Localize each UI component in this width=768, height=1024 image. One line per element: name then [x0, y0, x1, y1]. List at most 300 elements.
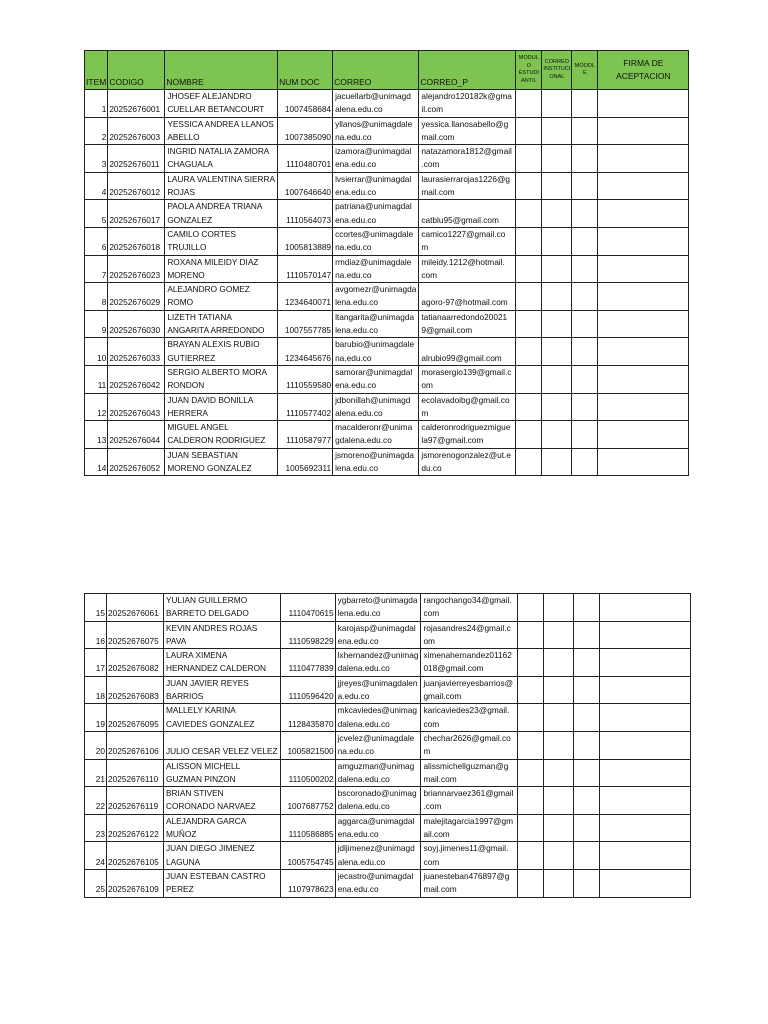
modulo-cell[interactable]: [516, 393, 542, 421]
correo-p-cell: [421, 731, 518, 759]
moodle-cell[interactable]: [572, 310, 598, 338]
correo-line: jsmoreno@unimagda: [335, 449, 415, 460]
item-number: 12: [85, 393, 108, 421]
modulo-cell[interactable]: [516, 90, 542, 118]
nombre-cell: [164, 676, 281, 704]
correo-line: jcvelez@unimagdale: [337, 732, 415, 743]
students-table-1: [84, 50, 689, 476]
correo-p-line: .com: [421, 159, 440, 170]
correo-p-line: du.co: [421, 463, 442, 474]
correo-p-line: laurasierrarojas1226@g: [421, 173, 511, 184]
table-row: [85, 731, 691, 759]
firma-cell[interactable]: [598, 448, 689, 476]
item-number: 22: [85, 787, 107, 815]
item-number: 1: [85, 90, 108, 118]
modulo-cell[interactable]: [518, 731, 544, 759]
modulo-cell[interactable]: [518, 759, 544, 787]
nombre-line: ALEJANDRA GARCA: [166, 815, 247, 826]
codigo-cell: 20252676023: [108, 255, 165, 283]
correo-p-line: m: [421, 242, 429, 253]
correo-institucional-cell[interactable]: [544, 731, 574, 759]
correo-p-line: alrubio99@gmail.com: [421, 352, 502, 363]
firma-cell[interactable]: [598, 255, 689, 283]
codigo-cell: 20252676061: [107, 594, 164, 622]
nombre-line: BRIAN STIVEN: [166, 788, 224, 799]
nombre-cell: [165, 255, 278, 283]
correo-institucional-cell[interactable]: [542, 421, 572, 449]
correo-institucional-cell[interactable]: [542, 393, 572, 421]
nombre-cell: [165, 172, 278, 200]
num-doc-cell: 1128435870: [280, 704, 335, 732]
codigo-cell: 20252676042: [108, 365, 165, 393]
correo-p-line: rangochango34@gmail.: [423, 595, 512, 605]
correo-institucional-cell[interactable]: [542, 90, 572, 118]
codigo-cell: 20252676001: [108, 90, 165, 118]
modulo-cell[interactable]: [518, 594, 544, 622]
correo-cell: [333, 117, 419, 145]
firma-cell[interactable]: [600, 704, 691, 732]
modulo-cell[interactable]: [516, 365, 542, 393]
num-doc-cell: 1110598229: [280, 621, 335, 649]
correo-line: ena.edu.co: [335, 159, 377, 170]
correo-institucional-cell[interactable]: [542, 448, 572, 476]
firma-cell[interactable]: [598, 200, 689, 228]
nombre-line: LAURA XIMENA: [166, 650, 228, 661]
correo-p-line: 9@gmail.com: [421, 325, 473, 336]
item-number: 9: [85, 310, 108, 338]
modulo-cell[interactable]: [516, 421, 542, 449]
nombre-line: JUAN DAVID BONILLA: [167, 394, 254, 405]
moodle-cell[interactable]: [572, 365, 598, 393]
correo-p-line: gmail.com: [423, 691, 462, 702]
correo-line: ena.edu.co: [337, 829, 379, 840]
firma-cell[interactable]: [598, 338, 689, 366]
correo-p-line: juanjavierreyesbarrios@: [423, 677, 514, 688]
firma-cell[interactable]: [600, 594, 691, 622]
correo-p-cell: [421, 704, 518, 732]
firma-cell[interactable]: [598, 90, 689, 118]
nombre-line: KEVIN ANDRES ROJAS: [166, 622, 258, 633]
modulo-cell[interactable]: [518, 704, 544, 732]
correo-line: alena.edu.co: [335, 104, 383, 115]
moodle-cell[interactable]: [572, 393, 598, 421]
header-modulo: MODUL O ESTUDI ANTIL: [516, 51, 542, 90]
item-number: 2: [85, 117, 108, 145]
correo-line: na.edu.co: [335, 131, 372, 142]
firma-cell[interactable]: [600, 676, 691, 704]
nombre-line: MUÑOZ: [166, 829, 197, 840]
codigo-cell: 20252676012: [108, 172, 165, 200]
num-doc-cell: 1110500202: [280, 759, 335, 787]
nombre-cell: [164, 621, 281, 649]
correo-line: samorar@unimagdal: [335, 366, 413, 377]
header-num-doc: NUM DOC: [278, 51, 333, 90]
nombre-line: GUTIERREZ: [167, 352, 216, 363]
correo-institucional-cell[interactable]: [544, 759, 574, 787]
correo-cell: [333, 365, 419, 393]
header-correo-p: CORREO_P: [419, 51, 516, 90]
correo-institucional-cell[interactable]: [544, 787, 574, 815]
correo-line: lena.edu.co: [337, 608, 381, 619]
nombre-cell: [165, 200, 278, 228]
moodle-cell[interactable]: [574, 676, 600, 704]
correo-p-line: soyj.jimenes11@gmail.: [423, 843, 509, 854]
correo-cell: [335, 842, 421, 870]
correo-line: alena.edu.co: [335, 407, 383, 418]
moodle-cell[interactable]: [572, 283, 598, 311]
correo-cell: [333, 421, 419, 449]
moodle-cell[interactable]: [572, 448, 598, 476]
correo-cell: [335, 594, 421, 622]
modulo-cell[interactable]: [518, 842, 544, 870]
nombre-line: MORENO: [167, 269, 205, 280]
correo-line: a.edu.co: [337, 691, 370, 702]
moodle-cell[interactable]: [574, 869, 600, 897]
item-number: 8: [85, 283, 108, 311]
correo-p-line: [420, 283, 514, 296]
correo-p-line: mileidy.1212@hotmail.: [421, 256, 505, 267]
correo-institucional-cell[interactable]: [542, 117, 572, 145]
codigo-cell: 20252676082: [107, 649, 164, 677]
correo-institucional-cell[interactable]: [544, 814, 574, 842]
correo-cell: [333, 145, 419, 173]
moodle-cell[interactable]: [574, 621, 600, 649]
num-doc-cell: 1007557785: [278, 310, 333, 338]
correo-line: bscoronado@unimag: [337, 788, 417, 799]
nombre-cell: [164, 787, 281, 815]
firma-cell[interactable]: [598, 227, 689, 255]
correo-line: alena.edu.co: [337, 856, 386, 867]
codigo-cell: 20252676109: [107, 869, 164, 897]
table-row: [85, 787, 691, 815]
correo-p-line: tatianaarredondo20021: [421, 311, 508, 322]
num-doc-cell: 1005754745: [280, 842, 335, 870]
table-row: [85, 90, 689, 118]
nombre-line: JHOSEF ALEJANDRO: [167, 91, 252, 101]
codigo-cell: 20252676119: [107, 787, 164, 815]
table-row: [85, 310, 689, 338]
num-doc-cell: 1005813889: [278, 227, 333, 255]
item-number: 3: [85, 145, 108, 173]
correo-p-cell: [421, 814, 518, 842]
num-doc-cell: 1110577402: [278, 393, 333, 421]
correo-cell: [333, 200, 419, 228]
correo-p-cell: [419, 393, 516, 421]
nombre-cell: [164, 869, 281, 897]
num-doc-cell: 1110559580: [278, 365, 333, 393]
correo-cell: [335, 759, 421, 787]
correo-p-line: ximenahernandez01162: [423, 650, 512, 661]
nombre-line: BARRETO DELGADO: [166, 608, 249, 619]
moodle-cell[interactable]: [572, 90, 598, 118]
nombre-line: JUAN SEBASTIAN: [167, 449, 238, 460]
table-row: [85, 621, 691, 649]
modulo-cell[interactable]: [516, 145, 542, 173]
item-number: 7: [85, 255, 108, 283]
item-number: 6: [85, 227, 108, 255]
header-codigo: CODIGO: [108, 51, 165, 90]
firma-cell[interactable]: [598, 117, 689, 145]
correo-cell: [333, 338, 419, 366]
nombre-cell: [165, 117, 278, 145]
correo-p-line: [420, 338, 514, 351]
modulo-cell[interactable]: [516, 310, 542, 338]
nombre-cell: [165, 421, 278, 449]
correo-p-cell: [421, 649, 518, 677]
nombre-line: ALEJANDRO GOMEZ: [167, 284, 250, 295]
correo-line: barubio@unimagdale: [335, 339, 415, 350]
correo-p-line: agoro-97@hotmail.com: [421, 297, 508, 308]
firma-cell[interactable]: [600, 814, 691, 842]
item-number: 11: [85, 365, 108, 393]
correo-line: jjreyes@unimagdalen: [337, 677, 418, 688]
header-row: [85, 51, 689, 90]
modulo-cell[interactable]: [516, 255, 542, 283]
modulo-cell[interactable]: [518, 621, 544, 649]
nombre-line: INGRID NATALIA ZAMORA: [167, 146, 270, 157]
correo-institucional-cell[interactable]: [542, 365, 572, 393]
codigo-cell: 20252676106: [107, 731, 164, 759]
moodle-cell[interactable]: [574, 842, 600, 870]
correo-p-line: karicaviedes23@gmail.: [423, 705, 510, 716]
correo-p-cell: [419, 283, 516, 311]
correo-line: dalena.edu.co: [337, 801, 390, 812]
nombre-line: CAMILO CORTES: [167, 228, 236, 239]
moodle-cell[interactable]: [572, 172, 598, 200]
firma-cell[interactable]: [600, 869, 691, 897]
moodle-cell[interactable]: [574, 787, 600, 815]
nombre-line: SERGIO ALBERTO MORA: [167, 366, 268, 377]
table-row: [85, 200, 689, 228]
modulo-cell[interactable]: [516, 283, 542, 311]
firma-cell[interactable]: [600, 649, 691, 677]
students-table-2: [84, 593, 691, 898]
item-number: 25: [85, 869, 107, 897]
correo-institucional-cell[interactable]: [544, 704, 574, 732]
nombre-line: LAURA VALENTINA SIERRA: [167, 173, 276, 184]
codigo-cell: 20252676075: [107, 621, 164, 649]
correo-institucional-cell[interactable]: [544, 869, 574, 897]
num-doc-cell: 1007646640: [278, 172, 333, 200]
num-doc-cell: 1007458684: [278, 90, 333, 118]
modulo-cell[interactable]: [518, 869, 544, 897]
num-doc-cell: 1110470615: [280, 594, 335, 622]
modulo-cell[interactable]: [516, 448, 542, 476]
firma-cell[interactable]: [600, 621, 691, 649]
table-row: [85, 448, 689, 476]
correo-line: ena.edu.co: [337, 884, 379, 895]
modulo-cell[interactable]: [516, 117, 542, 145]
correo-cell: [333, 172, 419, 200]
correo-p-line: .com: [423, 801, 442, 812]
moodle-cell[interactable]: [572, 421, 598, 449]
table-row: [85, 255, 689, 283]
nombre-line: JUAN JAVIER REYES: [166, 677, 249, 688]
correo-p-line: il.com: [421, 104, 444, 115]
correo-institucional-cell[interactable]: [542, 283, 572, 311]
nombre-line: ANGARITA ARREDONDO: [167, 325, 265, 336]
correo-institucional-cell[interactable]: [544, 621, 574, 649]
correo-p-cell: [419, 117, 516, 145]
correo-institucional-cell[interactable]: [544, 842, 574, 870]
correo-line: dalena.edu.co: [337, 718, 390, 729]
correo-institucional-cell[interactable]: [542, 227, 572, 255]
correo-institucional-cell[interactable]: [542, 310, 572, 338]
correo-line: gdalena.edu.co: [335, 435, 392, 446]
modulo-cell[interactable]: [516, 200, 542, 228]
codigo-cell: 20252676105: [107, 842, 164, 870]
correo-line: rmdiaz@unimagdale: [335, 256, 412, 267]
nombre-line: MIGUEL ANGEL: [167, 422, 229, 433]
table-row: [85, 145, 689, 173]
correo-p-line: mail.com: [421, 187, 455, 198]
moodle-cell[interactable]: [574, 704, 600, 732]
correo-p-line: jsmorenogonzalez@ut.e: [421, 449, 511, 460]
codigo-cell: 20252676018: [108, 227, 165, 255]
correo-p-cell: [419, 90, 516, 118]
nombre-line: YULIAN GUILLERMO: [166, 595, 248, 605]
item-number: 24: [85, 842, 107, 870]
moodle-cell[interactable]: [572, 338, 598, 366]
correo-p-cell: [421, 594, 518, 622]
nombre-line: GUZMAN PINZON: [166, 773, 236, 784]
moodle-cell[interactable]: [574, 649, 600, 677]
correo-institucional-cell[interactable]: [542, 200, 572, 228]
correo-p-line: morasergio139@gmail.c: [421, 366, 512, 377]
table-row: [85, 649, 691, 677]
correo-line: lena.edu.co: [335, 325, 378, 336]
moodle-cell[interactable]: [572, 255, 598, 283]
correo-line: na.edu.co: [335, 242, 372, 253]
correo-p-cell: [419, 145, 516, 173]
modulo-cell[interactable]: [518, 814, 544, 842]
modulo-cell[interactable]: [518, 649, 544, 677]
firma-cell[interactable]: [598, 172, 689, 200]
nombre-line: CALDERON RODRIGUEZ: [167, 435, 266, 446]
correo-institucional-cell[interactable]: [544, 676, 574, 704]
correo-line: amguzman@unimag: [337, 760, 415, 771]
num-doc-cell: 1107978623: [280, 869, 335, 897]
correo-cell: [333, 393, 419, 421]
nombre-line: ROXANA MILEIDY DIAZ: [167, 256, 259, 267]
firma-cell[interactable]: [600, 731, 691, 759]
num-doc-cell: 1110564073: [278, 200, 333, 228]
modulo-cell[interactable]: [518, 787, 544, 815]
num-doc-cell: 1110586885: [280, 814, 335, 842]
codigo-cell: 20252676003: [108, 117, 165, 145]
correo-institucional-cell[interactable]: [542, 172, 572, 200]
correo-institucional-cell[interactable]: [542, 145, 572, 173]
correo-p-cell: [419, 448, 516, 476]
item-number: 17: [85, 649, 107, 677]
correo-line: ygbarreto@unimagda: [337, 595, 418, 605]
firma-cell[interactable]: [598, 393, 689, 421]
correo-institucional-cell[interactable]: [542, 255, 572, 283]
correo-p-cell: [419, 365, 516, 393]
correo-institucional-cell[interactable]: [542, 338, 572, 366]
correo-p-line: mail.com: [423, 773, 457, 784]
correo-line: karojasp@unimagdal: [337, 622, 416, 633]
moodle-cell[interactable]: [572, 117, 598, 145]
correo-p-cell: [419, 421, 516, 449]
item-number: 13: [85, 421, 108, 449]
moodle-cell[interactable]: [574, 814, 600, 842]
correo-line: ena.edu.co: [335, 187, 377, 198]
moodle-cell[interactable]: [574, 594, 600, 622]
correo-p-cell: [421, 869, 518, 897]
correo-line: aggarca@unimagdal: [337, 815, 415, 826]
correo-line: izamora@unimagdal: [335, 146, 412, 157]
correo-institucional-cell[interactable]: [544, 594, 574, 622]
moodle-cell[interactable]: [574, 731, 600, 759]
nombre-line: CHAGUALA: [167, 159, 213, 170]
correo-p-cell: [419, 200, 516, 228]
moodle-cell[interactable]: [572, 145, 598, 173]
correo-p-line: com: [423, 856, 440, 867]
correo-institucional-cell[interactable]: [544, 649, 574, 677]
firma-cell[interactable]: [598, 283, 689, 311]
firma-cell[interactable]: [600, 787, 691, 815]
correo-line: ccortes@unimagdale: [335, 228, 414, 239]
nombre-line: PEREZ: [166, 884, 194, 895]
correo-p-line: com: [423, 718, 440, 729]
moodle-cell[interactable]: [574, 759, 600, 787]
nombre-cell: [165, 310, 278, 338]
correo-p-line: alissmichellguzman@g: [423, 760, 509, 771]
correo-line: avgomezr@unimagda: [335, 284, 417, 295]
nombre-cell: [164, 649, 281, 677]
nombre-line: ROMO: [167, 297, 194, 308]
modulo-cell[interactable]: [516, 338, 542, 366]
modulo-cell[interactable]: [516, 227, 542, 255]
modulo-cell[interactable]: [516, 172, 542, 200]
codigo-cell: 20252676052: [108, 448, 165, 476]
nombre-line: CAVIEDES GONZALEZ: [166, 718, 255, 729]
firma-cell[interactable]: [598, 310, 689, 338]
correo-line: na.edu.co: [335, 352, 372, 363]
modulo-cell[interactable]: [518, 676, 544, 704]
nombre-line: PAVA: [166, 635, 187, 646]
nombre-line: PAOLA ANDREA TRIANA: [167, 201, 263, 212]
firma-cell[interactable]: [598, 145, 689, 173]
firma-cell[interactable]: [598, 365, 689, 393]
table-row: [85, 814, 691, 842]
table-row: [85, 338, 689, 366]
correo-cell: [333, 90, 419, 118]
nombre-line: JULIO CESAR VELEZ VELEZ: [166, 746, 278, 757]
moodle-cell[interactable]: [572, 200, 598, 228]
correo-line: ltangarita@unimagda: [335, 311, 415, 322]
firma-cell[interactable]: [600, 842, 691, 870]
correo-p-line: yessica.llanosabello@g: [421, 118, 509, 129]
table-row: [85, 421, 689, 449]
correo-cell: [335, 676, 421, 704]
correo-cell: [335, 649, 421, 677]
firma-cell[interactable]: [600, 759, 691, 787]
correo-p-line: chechar2626@gmail.co: [423, 732, 511, 743]
table-row: [85, 365, 689, 393]
nombre-cell: [164, 814, 281, 842]
table-row: [85, 117, 689, 145]
correo-p-line: ecolavadoibg@gmail.co: [421, 394, 510, 405]
nombre-line: ABELLO: [167, 131, 200, 142]
codigo-cell: 20252676095: [107, 704, 164, 732]
moodle-cell[interactable]: [572, 227, 598, 255]
correo-p-line: natazamora1812@gmail: [421, 146, 512, 157]
correo-p-line: mail.com: [421, 131, 455, 142]
item-number: 20: [85, 731, 107, 759]
firma-cell[interactable]: [598, 421, 689, 449]
